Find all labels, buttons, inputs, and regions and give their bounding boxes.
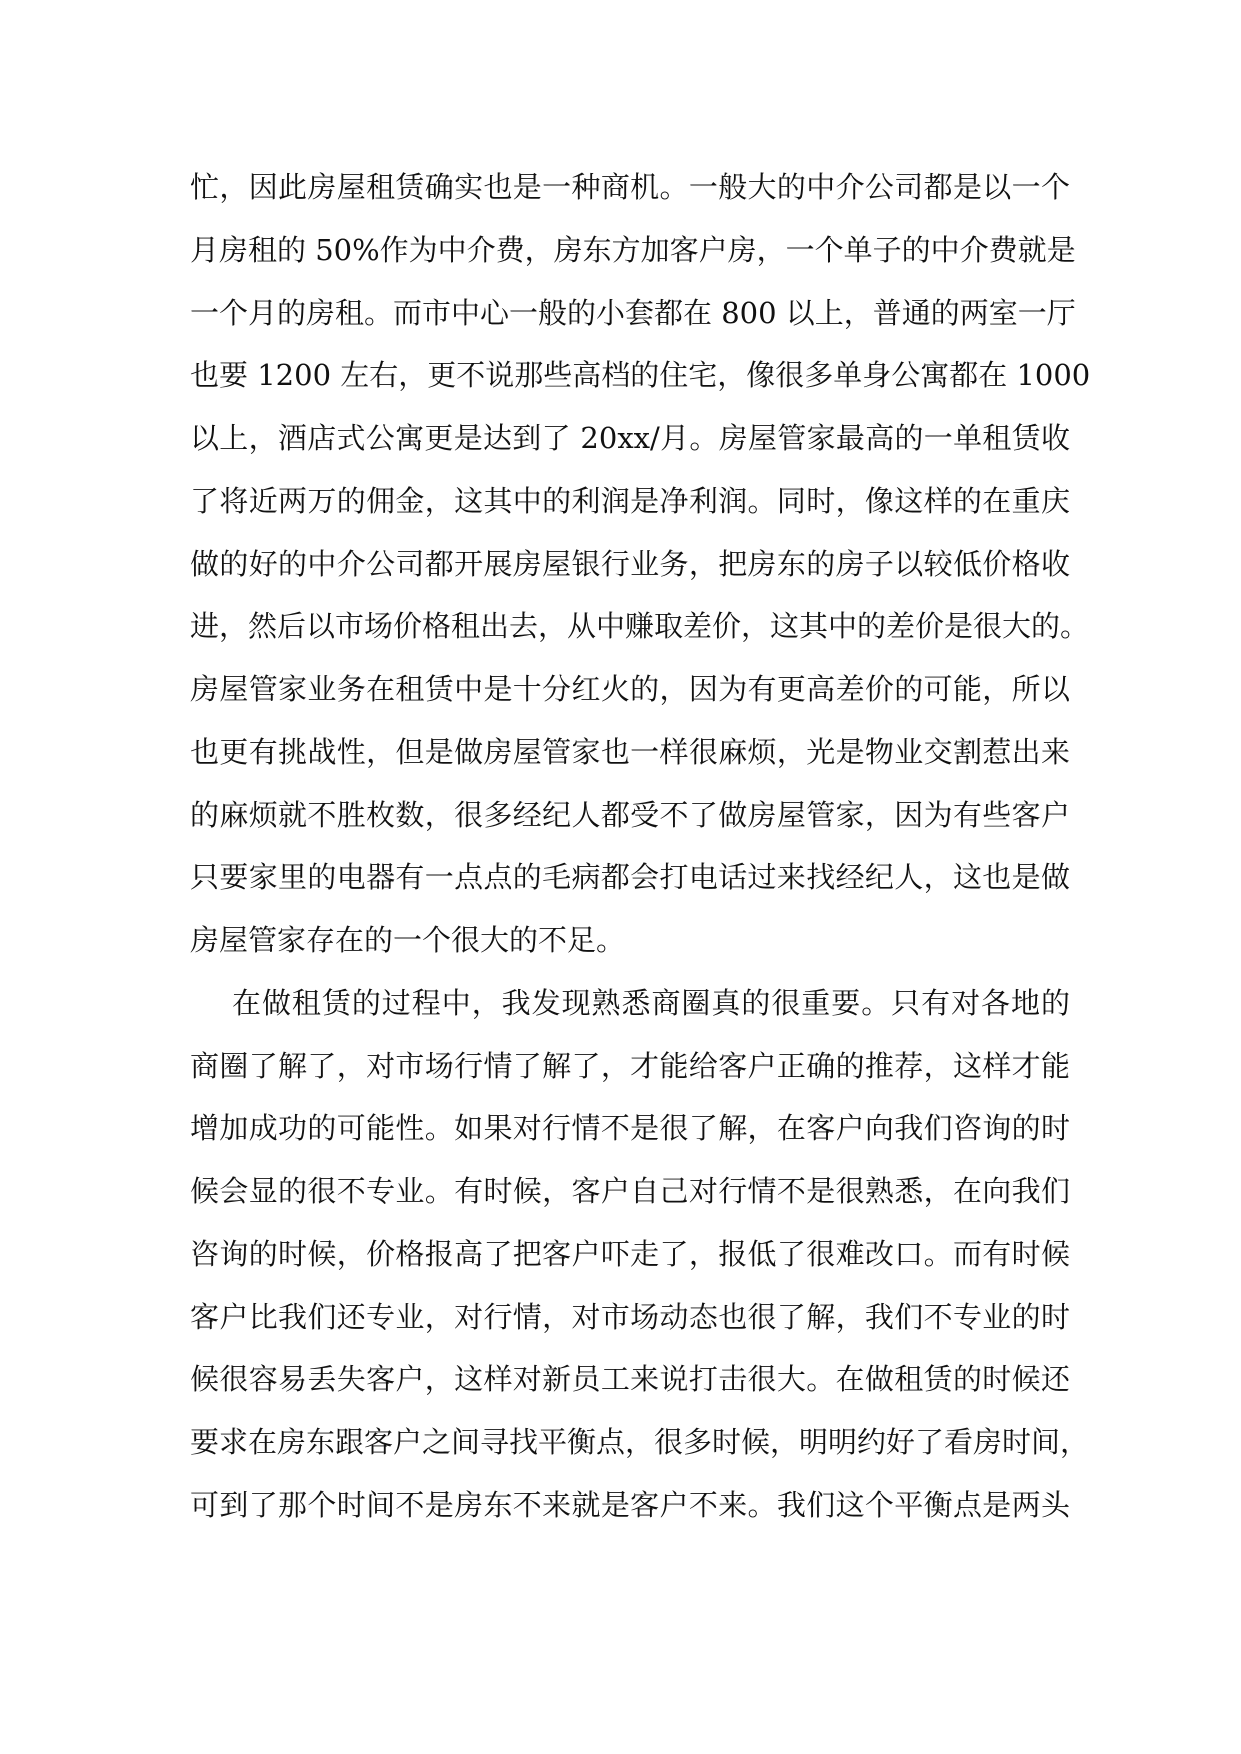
text-line: 客户比我们还专业，对行情，对市场动态也很了解，我们不专业的时 bbox=[190, 1299, 1070, 1334]
text-line: 可到了那个时间不是房东不来就是客户不来。我们这个平衡点是两头 bbox=[190, 1487, 1070, 1522]
text-line: 只要家里的电器有一点点的毛病都会打电话过来找经纪人，这也是做 bbox=[190, 860, 1070, 895]
text-line: 的麻烦就不胜枚数，很多经纪人都受不了做房屋管家，因为有些客户 bbox=[190, 797, 1070, 832]
text-line: 做的好的中介公司都开展房屋银行业务，把房东的房子以较低价格收 bbox=[190, 546, 1070, 581]
text-line: 增加成功的可能性。如果对行情不是很了解，在客户向我们咨询的时 bbox=[190, 1111, 1070, 1146]
text-line: 咨询的时候，价格报高了把客户吓走了，报低了很难改口。而有时候 bbox=[190, 1236, 1070, 1271]
text-line: 房屋管家业务在租赁中是十分红火的，因为有更高差价的可能，所以 bbox=[190, 672, 1070, 706]
paragraph-start-line: 在做租赁的过程中，我发现熟悉商圈真的很重要。只有对各地的 bbox=[232, 985, 1070, 1020]
text-line: 也更有挑战性，但是做房屋管家也一样很麻烦，光是物业交割惹出来 bbox=[190, 734, 1070, 769]
paragraph-end-line: 房屋管家存在的一个很大的不足。 bbox=[190, 923, 626, 957]
text-line: 候很容易丢失客户，这样对新员工来说打击很大。在做租赁的时候还 bbox=[190, 1362, 1070, 1397]
text-line: 以上，酒店式公寓更是达到了 20xx/月。房屋管家最高的一单租赁收 bbox=[190, 421, 1070, 455]
text-line: 月房租的 50%作为中介费，房东方加客户房，一个单子的中介费就是 bbox=[190, 232, 1076, 267]
body-text bbox=[190, 156, 1091, 1537]
text-line: 进，然后以市场价格租出去，从中赚取差价，这其中的差价是很大的。 bbox=[190, 609, 1090, 644]
text-line: 忙，因此房屋租赁确实也是一种商机。一般大的中介公司都是以一个 bbox=[190, 170, 1070, 204]
text-line: 了将近两万的佣金，这其中的利润是净利润。同时，像这样的在重庆 bbox=[190, 483, 1070, 518]
text-line: 也要 1200 左右，更不说那些高档的住宅，像很多单身公寓都在 1000 bbox=[190, 358, 1091, 393]
text-line: 商圈了解了，对市场行情了解了，才能给客户正确的推荐，这样才能 bbox=[190, 1048, 1070, 1083]
text-line: 要求在房东跟客户之间寻找平衡点，很多时候，明明约好了看房时间， bbox=[190, 1425, 1090, 1459]
text-line: 一个月的房租。而市中心一般的小套都在 800 以上，普通的两室一厅 bbox=[190, 295, 1076, 330]
text-line: 候会显的很不专业。有时候，客户自己对行情不是很熟悉，在向我们 bbox=[190, 1174, 1070, 1208]
